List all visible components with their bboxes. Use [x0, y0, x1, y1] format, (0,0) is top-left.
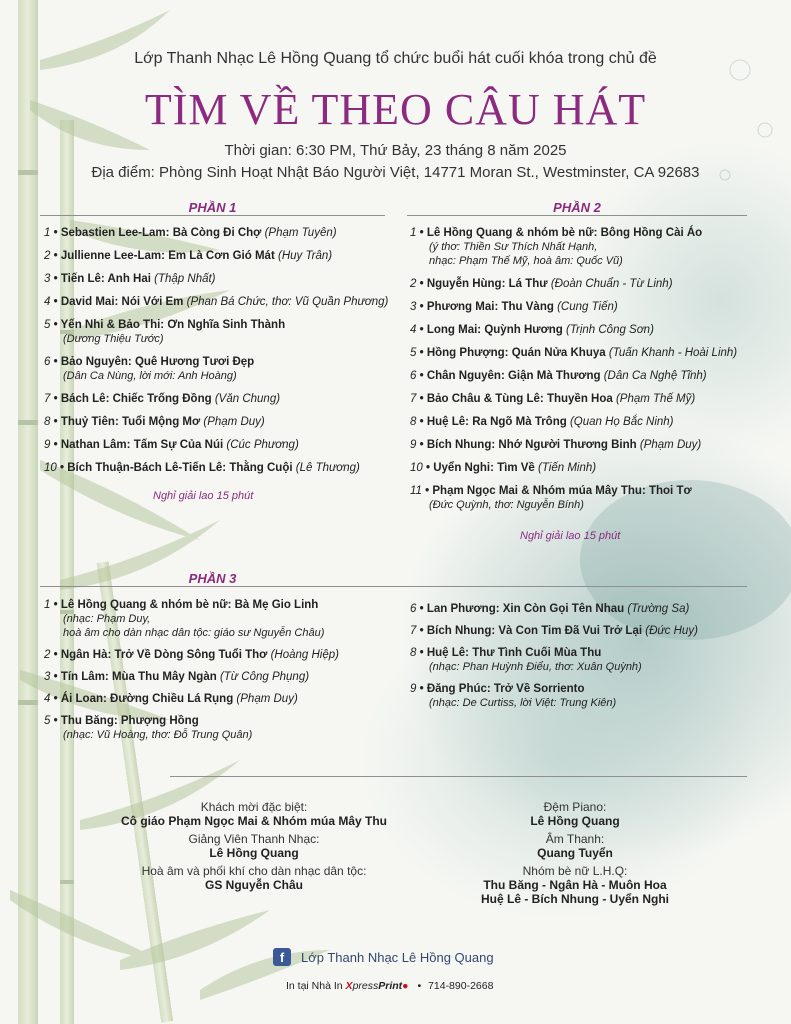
- program-item: [410, 392, 755, 406]
- item-number: 8: [410, 416, 417, 428]
- item-number: 7: [410, 625, 417, 637]
- colon: :: [100, 273, 108, 285]
- colon: :: [495, 603, 503, 615]
- bullet: •: [416, 301, 427, 313]
- sound-value: Quang Tuyển: [537, 846, 613, 860]
- song-title: Quỳnh Hương: [484, 324, 563, 336]
- item-number: 3: [44, 273, 51, 285]
- performer-name: Ái Loan: [60, 693, 103, 705]
- program-item: [410, 323, 755, 337]
- performer-name: Huệ Lê: [426, 416, 466, 428]
- part3-rule: [40, 586, 747, 587]
- part2-intermission: Nghỉ giải lao 15 phút: [520, 530, 621, 542]
- song-credit-line: (nhạc: Vũ Hoàng, thơ: Đỗ Trung Quân): [63, 729, 253, 741]
- song-credit: (Hoàng Hiệp): [270, 649, 339, 661]
- performer-name: David Mai: [60, 296, 115, 308]
- program-item: [410, 646, 755, 674]
- group-line-2: Huệ Lê - Bích Nhung - Uyển Nghi: [481, 892, 669, 906]
- separator-dot: •: [417, 980, 422, 992]
- item-number: 2: [44, 250, 51, 262]
- song-credit-line: (ý thơ: Thiền Sư Thích Nhất Hạnh,: [429, 241, 598, 253]
- item-number: 8: [410, 647, 417, 659]
- performer-name: Bách Lê: [60, 393, 106, 405]
- program-item: [44, 355, 389, 383]
- intro-line: Lớp Thanh Nhạc Lê Hồng Quang tổ chức buổi hát cuối khóa trong chủ đề: [134, 50, 657, 67]
- program-item: [410, 602, 755, 616]
- performer-name: Yến Nhi & Bảo Thi: [60, 319, 161, 331]
- printer-phone: 714-890-2668: [428, 980, 494, 992]
- colon: :: [465, 647, 473, 659]
- song-title: Trở Về Dòng Sông Tuổi Thơ: [114, 649, 268, 661]
- colon: :: [127, 356, 135, 368]
- printed-at-text: In tại Nhà In: [286, 980, 343, 992]
- part1-heading: PHẦN 1: [188, 200, 237, 215]
- song-title: Đường Chiều Lá Rụng: [110, 693, 234, 705]
- song-credit-line: (nhạc: Phạm Duy,: [63, 613, 151, 625]
- colon: :: [593, 227, 601, 239]
- colon: :: [104, 671, 112, 683]
- bullet: •: [416, 347, 427, 359]
- item-number: 3: [44, 671, 51, 683]
- program-item: [44, 438, 389, 452]
- performer-name: Jullienne Lee-Lam: [60, 250, 162, 262]
- performer-name: Bích Nhung: [426, 625, 492, 637]
- song-title: Trở Về Sorriento: [493, 683, 585, 695]
- performer-name: Lê Hồng Quang & nhóm bè nữ: [426, 227, 594, 239]
- item-number: 4: [44, 693, 51, 705]
- performer-name: Huệ Lê: [426, 647, 466, 659]
- performer-name: Hồng Phượng: [426, 347, 505, 359]
- guest-value: Cô giáo Phạm Ngọc Mai & Nhóm múa Mây Thu: [120, 814, 388, 828]
- song-credit: (Lê Thương): [295, 462, 360, 474]
- colon: :: [501, 278, 509, 290]
- program-item: [410, 484, 755, 512]
- program-item: [410, 415, 755, 429]
- item-number: 4: [410, 324, 417, 336]
- colon: :: [222, 462, 230, 474]
- printer-credit: [286, 980, 493, 992]
- program-item: [44, 692, 404, 706]
- part3-right-list: [410, 602, 755, 710]
- bullet: •: [50, 416, 61, 428]
- program-item: [410, 369, 755, 383]
- bullet: •: [50, 393, 61, 405]
- song-credit: (Phan Bá Chức, thơ: Vũ Quần Phương): [186, 296, 389, 308]
- bullet: •: [416, 683, 427, 695]
- performer-name: Bích Thuận-Bách Lê-Tiến Lê: [67, 462, 223, 474]
- performer-name: Bích Nhung: [426, 439, 492, 451]
- bullet: •: [416, 625, 427, 637]
- song-credit-line-2: nhạc: Phạm Thế Mỹ, hoà âm: Quốc Vũ): [429, 255, 623, 267]
- part1-list: [44, 226, 389, 475]
- song-title: Bà Còng Đi Chợ: [172, 227, 262, 239]
- bullet: •: [416, 370, 427, 382]
- colon: :: [486, 683, 494, 695]
- item-number: 1: [44, 599, 51, 611]
- event-time: Thời gian: 6:30 PM, Thứ Bảy, 23 tháng 8 năm 2025: [224, 142, 567, 159]
- item-number: 6: [410, 603, 417, 615]
- bullet: •: [416, 647, 427, 659]
- bullet: •: [416, 278, 427, 290]
- arrange-value: GS Nguyễn Châu: [204, 878, 303, 892]
- bullet: •: [50, 250, 61, 262]
- performer-name: Uyển Nghi: [433, 462, 491, 474]
- item-number: 6: [410, 370, 417, 382]
- colon: :: [113, 715, 121, 727]
- performer-name: Long Mai: [426, 324, 478, 336]
- song-credit: (Dân Ca Nghệ Tĩnh): [603, 370, 707, 382]
- colon: :: [105, 393, 113, 405]
- piano-label: Đệm Piano:: [543, 800, 607, 814]
- item-number: 5: [44, 319, 51, 331]
- item-number: 9: [44, 439, 51, 451]
- credits-left: [40, 800, 468, 892]
- song-credit: (Tuấn Khanh - Hoài Linh): [608, 347, 738, 359]
- item-number: 7: [410, 393, 417, 405]
- item-number: 9: [410, 439, 417, 451]
- item-number: 2: [410, 278, 417, 290]
- bullet: •: [56, 462, 68, 474]
- item-number: 9: [410, 683, 417, 695]
- colon: :: [126, 439, 134, 451]
- song-credit: (Phạm Duy): [639, 439, 702, 451]
- song-title: Chiếc Trống Đồng: [112, 393, 212, 405]
- facebook-icon[interactable]: f: [273, 948, 291, 966]
- printer-logo: [346, 980, 409, 992]
- performer-name: Nathan Lâm: [60, 439, 127, 451]
- song-credit: (Đoàn Chuẩn - Từ Linh): [550, 278, 673, 290]
- song-title: Tìm Về: [497, 462, 535, 474]
- bullet: •: [50, 296, 61, 308]
- part3-heading: PHẦN 3: [188, 571, 237, 586]
- program-item: [44, 392, 389, 406]
- program-item: [44, 295, 389, 309]
- program-item: [410, 624, 755, 638]
- colon: :: [227, 599, 235, 611]
- performer-name: Lan Phương: [426, 603, 496, 615]
- song-credit: (Phạm Tuyên): [264, 227, 337, 239]
- performer-name: Phạm Ngọc Mai & Nhóm múa Mây Thu: [432, 485, 642, 497]
- item-number: 4: [44, 296, 51, 308]
- program-item: [44, 272, 389, 286]
- song-title: Thư Tình Cuối Mùa Thu: [472, 647, 602, 659]
- performer-name: Thu Băng: [60, 715, 114, 727]
- song-credit-line: (nhạc: Phan Huỳnh Điểu, thơ: Xuân Quỳnh): [429, 661, 642, 673]
- song-credit: (Phạm Duy): [203, 416, 265, 428]
- program-item: [44, 598, 404, 640]
- program-item: [44, 415, 389, 429]
- colon: :: [491, 625, 499, 637]
- drop-icon: ●: [402, 980, 409, 992]
- bullet: •: [50, 273, 61, 285]
- program-item: [44, 714, 404, 742]
- print-word: Print: [378, 980, 403, 992]
- item-number: 5: [410, 347, 417, 359]
- colon: :: [539, 393, 547, 405]
- song-title: Em Là Cơn Gió Mát: [168, 250, 275, 262]
- song-credit: (Phạm Duy): [236, 693, 298, 705]
- item-number: 1: [44, 227, 51, 239]
- song-title: Nhớ Người Thương Binh: [498, 439, 637, 451]
- song-credit-line: (Đức Quỳnh, thơ: Nguyễn Bính): [429, 499, 584, 511]
- program-item: [410, 461, 755, 475]
- program-item: [410, 346, 755, 360]
- bullet: •: [50, 599, 61, 611]
- bullet: •: [50, 227, 61, 239]
- song-title: Mùa Thu Mây Ngàn: [111, 671, 217, 683]
- part2-rule: [407, 215, 747, 216]
- colon: :: [494, 301, 502, 313]
- facebook-page-link[interactable]: Lớp Thanh Nhạc Lê Hồng Quang: [301, 950, 494, 965]
- program-item: [410, 277, 755, 291]
- program-item: [410, 226, 755, 268]
- item-number: 3: [410, 301, 417, 313]
- song-credit: (Cúc Phương): [226, 439, 299, 451]
- colon: :: [161, 250, 169, 262]
- event-venue: Địa điểm: Phòng Sinh Hoạt Nhật Báo Người Việt, 14771 Moran St., Westminster, CA 92683: [91, 164, 700, 181]
- song-title: Ra Ngõ Mà Trông: [472, 416, 567, 428]
- song-credit: (Đức Huy): [645, 625, 698, 637]
- program-item: [410, 682, 755, 710]
- song-credit: (Từ Công Phụng): [219, 671, 310, 683]
- arrange-label: Hoà âm và phối khí cho dàn nhạc dân tộc:: [141, 864, 367, 878]
- item-number: 11: [410, 485, 422, 497]
- bullet: •: [50, 439, 61, 451]
- song-title: Phượng Hồng: [120, 715, 199, 727]
- xpress-rest: press: [352, 980, 379, 992]
- song-credit: (Văn Chung): [214, 393, 281, 405]
- colon: :: [465, 416, 473, 428]
- performer-name: Phương Mai: [426, 301, 495, 313]
- song-credit: (Quan Họ Bắc Ninh): [569, 416, 674, 428]
- colon: :: [491, 439, 499, 451]
- bullet: •: [421, 485, 433, 497]
- song-credit: (Phạm Thế Mỹ): [615, 393, 696, 405]
- performer-name: Nguyễn Hùng: [426, 278, 502, 290]
- performer-name: Chân Nguyên: [426, 370, 501, 382]
- song-title: Thoi Tơ: [648, 485, 692, 497]
- teacher-label: Giảng Viên Thanh Nhạc:: [188, 832, 320, 846]
- bullet: •: [416, 324, 427, 336]
- performer-name: Thuỷ Tiên: [60, 416, 115, 428]
- song-credit-line-2: hoà âm cho dàn nhạc dân tộc: giáo sư Nguyễn Châu): [63, 627, 325, 639]
- bullet: •: [50, 356, 61, 368]
- performer-name: Ngân Hà: [60, 649, 108, 661]
- song-credit: (Cung Tiến): [557, 301, 618, 313]
- song-credit-line: (Dương Thiệu Tước): [63, 333, 164, 345]
- song-credit: (Thập Nhất): [154, 273, 216, 285]
- song-title: Xin Còn Gọi Tên Nhau: [502, 603, 625, 615]
- song-credit: (Trịnh Công Sơn): [566, 324, 654, 336]
- item-number: 5: [44, 715, 51, 727]
- item-number: 10: [410, 462, 423, 474]
- performer-name: Đăng Phúc: [426, 683, 487, 695]
- part2-heading: PHẦN 2: [553, 200, 601, 215]
- song-title: Tấm Sự Của Núi: [133, 439, 224, 451]
- song-title: Quán Nửa Khuya: [511, 347, 606, 359]
- page-title: TÌM VỀ THEO CÂU HÁT: [144, 85, 647, 134]
- part1-intermission: Nghỉ giải lao 15 phút: [153, 490, 254, 502]
- item-number: 6: [44, 356, 51, 368]
- performer-name: Bảo Châu & Tùng Lê: [426, 393, 540, 405]
- performer-name: Tiến Lê: [60, 273, 101, 285]
- bullet: •: [416, 439, 427, 451]
- song-title: Thu Vàng: [501, 301, 554, 313]
- colon: :: [114, 416, 122, 428]
- part3-left-list: [44, 598, 404, 742]
- xpress-x: X: [345, 980, 353, 992]
- program-item: [44, 249, 389, 263]
- song-title: Bà Mẹ Gio Linh: [234, 599, 319, 611]
- item-number: 2: [44, 649, 51, 661]
- program-item: [44, 670, 404, 684]
- bullet: •: [416, 393, 427, 405]
- song-title: Bông Hồng Cài Áo: [600, 227, 703, 239]
- teacher-value: Lê Hồng Quang: [209, 846, 299, 860]
- song-title: Ơn Nghĩa Sinh Thành: [167, 319, 286, 331]
- program-item: [410, 438, 755, 452]
- song-credit: (Tiến Minh): [538, 462, 597, 474]
- colon: :: [641, 485, 649, 497]
- performer-name: Tín Lâm: [60, 671, 105, 683]
- bullet: •: [50, 649, 61, 661]
- colon: :: [490, 462, 498, 474]
- song-title: Tuổi Mộng Mơ: [121, 416, 201, 428]
- bullet: •: [422, 462, 434, 474]
- part2-list: [410, 226, 755, 512]
- program-item: [44, 318, 389, 346]
- credits-rule: [170, 776, 747, 777]
- item-number: 1: [410, 227, 417, 239]
- performer-name: Bảo Nguyên: [60, 356, 128, 368]
- item-number: 10: [44, 462, 57, 474]
- song-title: Anh Hai: [107, 273, 151, 285]
- group-label: Nhóm bè nữ L.H.Q:: [522, 864, 628, 878]
- program-item: [44, 226, 389, 240]
- sound-label: Âm Thanh:: [545, 832, 605, 846]
- song-title: Thuyền Hoa: [546, 393, 613, 405]
- colon: :: [107, 649, 115, 661]
- program-item: [44, 648, 404, 662]
- song-title: Quê Hương Tươi Đẹp: [134, 356, 255, 368]
- colon: :: [165, 227, 173, 239]
- song-credit-line: (nhạc: De Curtiss, lời Việt: Trung Kiên): [429, 697, 617, 709]
- bullet: •: [50, 319, 61, 331]
- bullet: •: [50, 693, 61, 705]
- song-title: Giận Mà Thương: [507, 370, 601, 382]
- song-credit: (Huy Trân): [277, 250, 333, 262]
- performer-name: Sebastien Lee-Lam: [60, 227, 166, 239]
- colon: :: [103, 693, 111, 705]
- part1-rule: [40, 215, 385, 216]
- song-credit: (Trường Sa): [627, 603, 690, 615]
- performer-name: Lê Hồng Quang & nhóm bè nữ: [60, 599, 228, 611]
- bullet: •: [50, 715, 61, 727]
- bullet: •: [416, 416, 427, 428]
- song-title: Lá Thư: [508, 278, 548, 290]
- program-item: [410, 300, 755, 314]
- colon: :: [477, 324, 485, 336]
- song-title: Nói Với Em: [121, 296, 184, 308]
- item-number: 7: [44, 393, 51, 405]
- piano-value: Lê Hồng Quang: [530, 814, 620, 828]
- colon: :: [114, 296, 122, 308]
- bullet: •: [416, 227, 427, 239]
- song-credit-line: (Dân Ca Nùng, lời mới: Anh Hoàng): [63, 370, 237, 382]
- credits-right: [470, 800, 680, 906]
- song-title: Thằng Cuội: [229, 462, 293, 474]
- song-title: Và Con Tim Đã Vui Trở Lại: [498, 625, 643, 637]
- program-item: [44, 461, 389, 475]
- colon: :: [160, 319, 168, 331]
- group-line-1: Thu Băng - Ngân Hà - Muôn Hoa: [483, 878, 667, 892]
- colon: :: [504, 347, 512, 359]
- bullet: •: [50, 671, 61, 683]
- bullet: •: [416, 603, 427, 615]
- colon: :: [500, 370, 508, 382]
- item-number: 8: [44, 416, 51, 428]
- guest-label: Khách mời đặc biệt:: [200, 800, 308, 814]
